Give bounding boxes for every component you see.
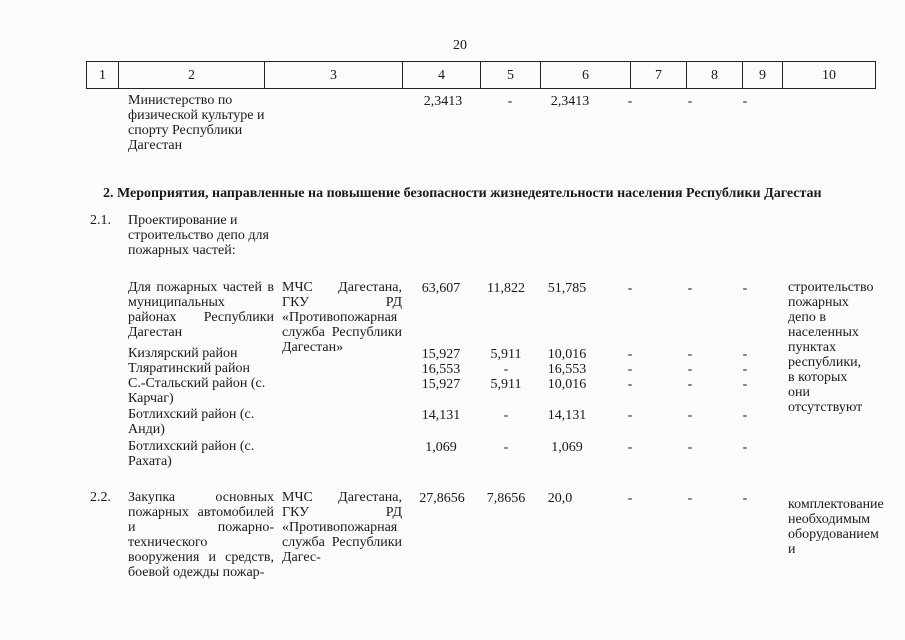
row-c7: -	[627, 281, 633, 296]
row-c8: -	[687, 377, 693, 392]
row-c7: -	[627, 347, 633, 362]
row-c6: 51,785	[547, 281, 587, 296]
row-c7: -	[627, 377, 633, 392]
row-c8: -	[687, 281, 693, 296]
col-header-3: 3	[264, 61, 402, 89]
col-header-1: 1	[86, 61, 118, 89]
item-2-1-note: строительство пожарных депо в населенных пунктах республики, в которых они отсутствуют	[788, 280, 874, 415]
col-header-10: 10	[782, 61, 876, 89]
row-c5: 5,911	[490, 377, 522, 392]
item-2-1-title: Проектирование и строительство депо для пожарных частей:	[128, 213, 269, 258]
row-c9: -	[742, 377, 748, 392]
item-2-1-executor: МЧС Дагестана, ГКУ РД «Противопожарная служба Республики Дагестан»	[282, 280, 402, 355]
row-c8: -	[687, 408, 693, 423]
row-name: Ботлихский район (с. Рахата)	[128, 439, 255, 469]
row-c8: -	[687, 440, 693, 455]
item-2-2-executor: МЧС Дагестана, ГКУ РД «Противопожарная служба Республики Дагес-	[282, 490, 402, 565]
row-name: Ботлихский район (с. Анди)	[128, 407, 255, 437]
ministry-c8: -	[687, 94, 693, 109]
ministry-c4: 2,3413	[423, 94, 463, 109]
row-c6: 10,016	[547, 377, 587, 392]
row-c5: -	[503, 440, 509, 455]
row-c6: 16,553	[547, 362, 587, 377]
col-header-5: 5	[480, 61, 540, 89]
item-2-1-number: 2.1.	[90, 213, 111, 228]
col-header-2: 2	[118, 61, 264, 89]
row-c4: 1,069	[425, 440, 457, 455]
item-2-2-c6: 20,0	[547, 491, 573, 506]
row-c9: -	[742, 440, 748, 455]
col-header-7: 7	[630, 61, 686, 89]
column-header-row	[86, 61, 876, 91]
section-title: 2. Мероприятия, направленные на повышение безопасности жизнедеятельности населения Республики Дагестан	[103, 186, 822, 201]
row-c5: -	[503, 408, 509, 423]
row-name: Кизлярский район	[128, 346, 238, 361]
row-c7: -	[627, 440, 633, 455]
ministry-c5: -	[507, 94, 513, 109]
row-c4: 63,607	[421, 281, 461, 296]
row-c4: 14,131	[421, 408, 461, 423]
row-c7: -	[627, 408, 633, 423]
item-2-2-title: Закупка основных пожарных автомобилей и пожарно-технического вооружения и средств, боевой одежды пожар-	[128, 490, 274, 580]
row-c9: -	[742, 408, 748, 423]
ministry-name: Министерство по физической культуре и спорту Республики Дагестан	[128, 93, 265, 153]
row-c4: 15,927	[421, 377, 461, 392]
row-c5: 5,911	[490, 347, 522, 362]
row-c4: 15,927	[421, 347, 461, 362]
col-header-6: 6	[540, 61, 630, 89]
item-2-2-c8: -	[687, 491, 693, 506]
col-header-8: 8	[686, 61, 742, 89]
row-c6: 1,069	[551, 440, 583, 455]
col-header-9: 9	[742, 61, 782, 89]
item-2-2-c7: -	[627, 491, 633, 506]
item-2-2-c5: 7,8656	[486, 491, 526, 506]
item-2-2-note: комплектование необходимым оборудованием и	[788, 497, 884, 557]
item-2-2-c9: -	[742, 491, 748, 506]
ministry-c7: -	[627, 94, 633, 109]
row-c8: -	[687, 362, 693, 377]
row-c9: -	[742, 362, 748, 377]
row-c6: 10,016	[547, 347, 587, 362]
row-c8: -	[687, 347, 693, 362]
item-2-2-number: 2.2.	[90, 490, 111, 505]
ministry-c6: 2,3413	[550, 94, 590, 109]
col-header-4: 4	[402, 61, 480, 89]
ministry-c9: -	[742, 94, 748, 109]
row-name: Для пожарных частей в муниципальных районах Республики Дагестан	[128, 280, 274, 340]
row-name: Тляратинский район	[128, 361, 250, 376]
row-c5: 11,822	[487, 281, 525, 296]
page-number: 20	[453, 38, 467, 53]
row-c7: -	[627, 362, 633, 377]
row-c5: -	[503, 362, 509, 377]
row-c4: 16,553	[421, 362, 461, 377]
row-c9: -	[742, 281, 748, 296]
item-2-2-c4: 27,8656	[419, 491, 465, 506]
row-name: С.-Стальский район (с. Карчаг)	[128, 376, 266, 406]
row-c9: -	[742, 347, 748, 362]
row-c6: 14,131	[547, 408, 587, 423]
